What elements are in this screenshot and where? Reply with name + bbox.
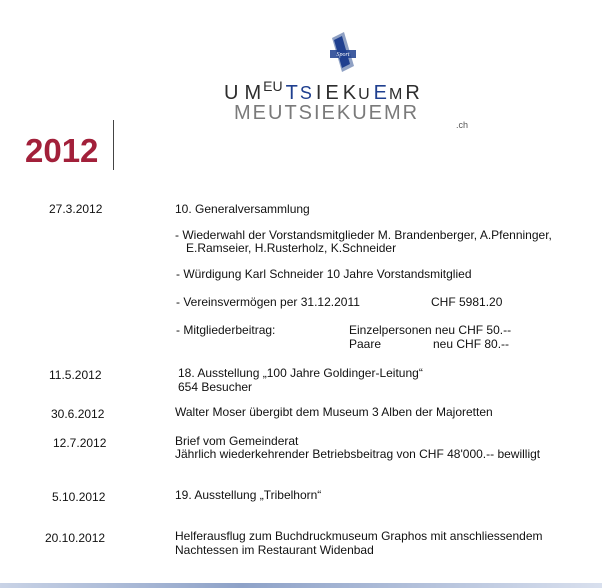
entry-date: 12.7.2012 bbox=[53, 436, 107, 450]
year-divider bbox=[113, 120, 114, 170]
entry-date: 5.10.2012 bbox=[52, 490, 106, 504]
entry-fee-couple-value: neu CHF 80.-- bbox=[433, 337, 510, 351]
logo-letter: R bbox=[405, 82, 420, 104]
entry-date: 30.6.2012 bbox=[51, 407, 105, 421]
logo-letter: E bbox=[263, 78, 273, 94]
logo-letter: M bbox=[388, 86, 403, 103]
entry-title: Walter Moser übergibt dem Museum 3 Alben der Majoretten bbox=[175, 405, 493, 419]
logo-top-letters bbox=[224, 78, 420, 105]
entry-detail: Nachtessen im Restaurant Widenbad bbox=[175, 543, 374, 557]
svg-text:Sport: Sport bbox=[336, 52, 350, 58]
logo-letter: U bbox=[358, 86, 370, 103]
logo-letter: E bbox=[325, 82, 339, 104]
logo-letter: U bbox=[224, 82, 239, 104]
entry-fee-single: Einzelpersonen neu CHF 50.-- bbox=[349, 323, 512, 337]
page-title-year: 2012 bbox=[25, 132, 99, 169]
logo-letter: U bbox=[272, 78, 283, 94]
entry-title: 19. Ausstellung „Tribelhorn“ bbox=[175, 488, 322, 502]
logo-letter: K bbox=[342, 82, 357, 104]
entry-fee-couple-label: Paare bbox=[349, 337, 382, 351]
entry-title: 18. Ausstellung „100 Jahre Goldinger-Leitung“ bbox=[178, 366, 423, 380]
entry-date: 20.10.2012 bbox=[45, 531, 106, 545]
entry-date: 27.3.2012 bbox=[49, 202, 103, 216]
logo-bottom-text: MEUTSIEKUEMR bbox=[234, 102, 420, 124]
logo-letter: M bbox=[244, 82, 262, 104]
entry-item-cont: E.Ramseier, H.Rusterholz, K.Schneider bbox=[186, 241, 397, 255]
entry-title: 10. Generalversammlung bbox=[175, 202, 310, 216]
entry-detail: 654 Besucher bbox=[178, 380, 253, 394]
logo-emblem-icon bbox=[328, 30, 358, 74]
entry-amount: CHF 5981.20 bbox=[431, 295, 503, 309]
scan-edge bbox=[0, 583, 602, 588]
entry-item: - Wiederwahl der Vorstandsmitglieder M. Brandenberger, A.Pfenninger, bbox=[175, 228, 552, 242]
logo-letter: T bbox=[285, 82, 298, 104]
entry-item: - Vereinsvermögen per 31.12.2011 bbox=[176, 295, 360, 309]
entry-item: - Würdigung Karl Schneider 10 Jahre Vorstandsmitglied bbox=[176, 267, 472, 281]
logo-domain: .ch bbox=[456, 120, 469, 130]
entry-item: - Mitgliederbeitrag: bbox=[176, 323, 276, 337]
entry-title: Helferausflug zum Buchdruckmuseum Graphos mit anschliessendem bbox=[175, 529, 543, 543]
entry-title: Brief vom Gemeinderat bbox=[175, 434, 299, 448]
logo-letter: I bbox=[315, 82, 322, 104]
entry-detail: Jährlich wiederkehrender Betriebsbeitrag von CHF 48'000.-- bewilligt bbox=[175, 447, 541, 461]
logo-letter: S bbox=[299, 83, 312, 103]
museum-logo bbox=[224, 30, 469, 130]
logo-letter: E bbox=[373, 82, 387, 104]
entry-date: 11.5.2012 bbox=[49, 368, 102, 382]
